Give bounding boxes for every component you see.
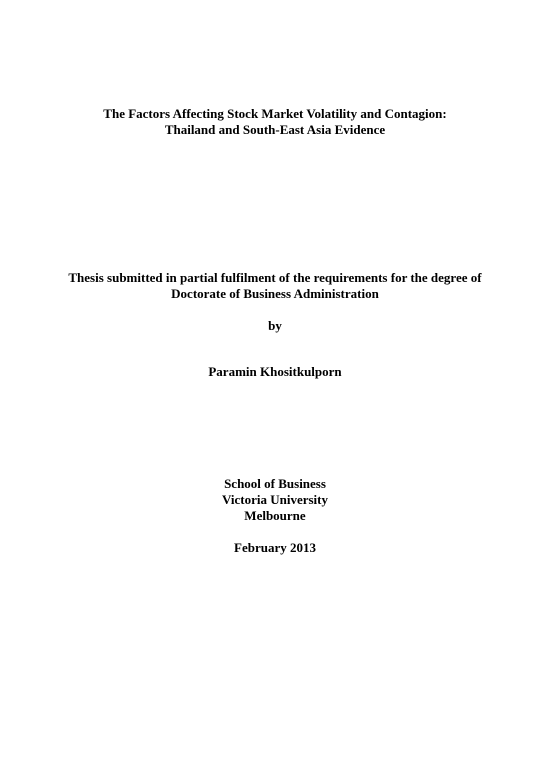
- author-name: Paramin Khositkulporn: [208, 364, 342, 379]
- submission-date: February 2013: [234, 540, 316, 555]
- university-name: Victoria University: [221, 492, 329, 507]
- city-name: Melbourne: [244, 508, 306, 523]
- thesis-title-line-1: The Factors Affecting Stock Market Volatility and Contagion:: [103, 106, 447, 121]
- degree-statement-line-1: Thesis submitted in partial fulfilment of the requirements for the degree of: [68, 270, 482, 285]
- thesis-title-line-2: Thailand and South-East Asia Evidence: [164, 122, 386, 137]
- degree-statement-line-2: Doctorate of Business Administration: [171, 286, 379, 301]
- by-label: by: [268, 318, 282, 333]
- school-name: School of Business: [224, 476, 326, 491]
